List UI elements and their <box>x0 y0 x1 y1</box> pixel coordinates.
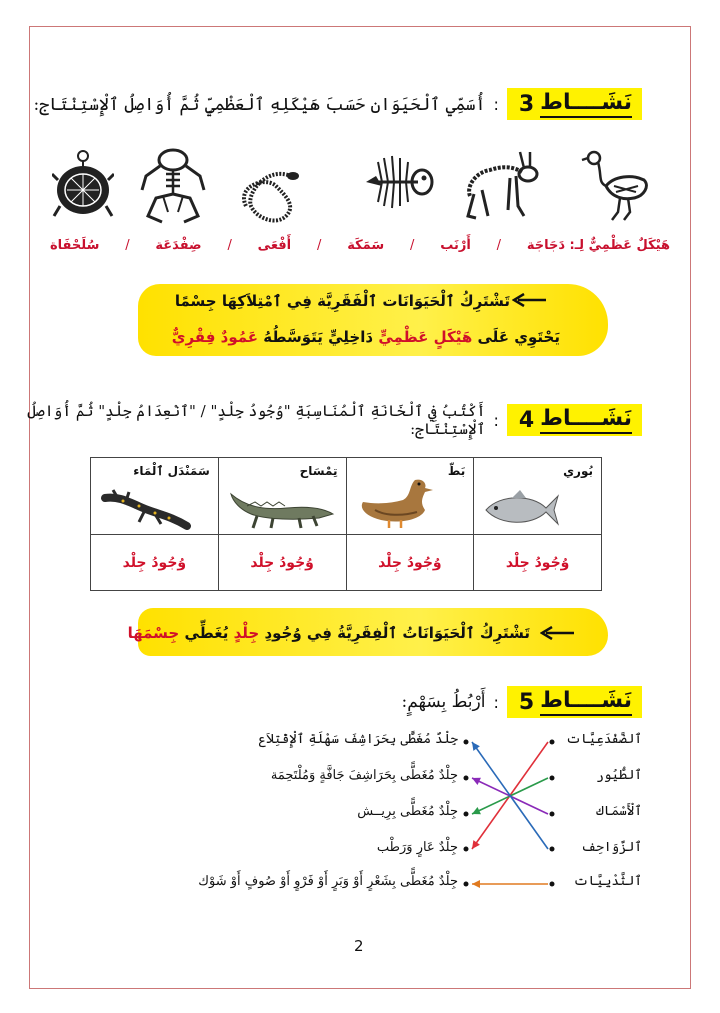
animal-name: بَطّ <box>447 464 466 478</box>
label-separator: / <box>409 238 415 253</box>
animal-name: سَمَنْدَل ٱلْمَاء <box>133 464 210 478</box>
activity5-number: 5 <box>518 689 535 715</box>
animal-name: تِمْسَاح <box>299 464 338 478</box>
label-separator: / <box>496 238 501 253</box>
conclusion-keyword: هَيْكَلٍ عَظْمِيٍّ <box>378 328 473 346</box>
answer-cell: وُجُودُ جِلْد <box>346 535 474 591</box>
arrowhead-icon <box>472 840 480 849</box>
conclusion-text: يَحْتَوِي عَلَى <box>477 328 560 346</box>
label-separator: / <box>227 238 232 253</box>
right-item-birds: ٱلطُّيُور <box>596 768 642 783</box>
arrowhead-icon <box>472 742 480 751</box>
activity5-colon: : <box>493 692 499 712</box>
activity4-colon: : <box>493 410 499 430</box>
conclusion-keyword: جِسْمَهَا <box>127 624 180 642</box>
activity4-label: نَشَــــاط <box>540 406 632 434</box>
arrowhead-icon <box>472 880 480 888</box>
conclusion-text: يُغَطِّي <box>184 624 229 642</box>
right-dot <box>550 776 555 781</box>
left-dot <box>464 812 469 817</box>
label-frog: ضِفْدَعَة <box>155 238 202 253</box>
conclusion-text: دَاخِلِيٍّ يَتَوَسَّطُهُ <box>263 328 374 346</box>
right-dot <box>550 812 555 817</box>
animal-name: بُوري <box>563 464 593 478</box>
right-dot <box>550 740 555 745</box>
right-item-fish: ٱلْأَسْمَاك <box>596 804 642 819</box>
activity3-number: 3 <box>518 91 535 117</box>
activity4-number: 4 <box>518 407 535 433</box>
right-item-reptiles: ٱلزَّوَاحِف <box>581 840 642 855</box>
conclusion-keyword: جِلْدٍ <box>233 624 260 642</box>
activity3-colon: : <box>493 94 499 114</box>
answer-cell: وُجُودُ جِلْد <box>474 535 602 591</box>
activity3-instruction: أُسَمِّي ٱلْحَيَوَان حَسَبَ هَيْكَلِهِ ٱلْعَظْمِيِّ ثُمَّ أُوَاصِلُ ٱلْإِسْتِنْتَاج: <box>33 94 486 115</box>
left-item-scales-dry: جِلْدٌ مُغَطًّى بِحَرَاشِفَ جَافَّةٍ وَمُلْتَحِمَة <box>270 768 458 783</box>
left-dot <box>464 776 469 781</box>
conclusion-text: تَشْتَرِكُ ٱلْحَيَوَانَاتُ ٱلْفِقَرِيَّةُ فِي وُجُودِ <box>264 624 530 642</box>
right-item-amphibians: ٱلضَّفْدَعِيَّات <box>565 732 642 747</box>
conclusion-keyword: عَمُودٌ فِقْرِيٌّ <box>171 328 259 346</box>
label-separator: / <box>125 238 130 253</box>
right-dot <box>550 882 555 887</box>
activity5-label: نَشَــــاط <box>540 688 632 716</box>
answer-cell: وُجُودُ جِلْد <box>91 535 219 591</box>
left-item-scales-loose: جِلْدٌ مُغَطًّى بِحَرَاشِفَ سَهْلَةِ ٱلْإِقْتِلاَع <box>258 732 458 747</box>
left-item-hair: جِلْدٌ مُغَطًّى بِشَعْرٍ أَوْ وَبَرٍ أَوْ فَرْوٍ أَوْ صُوفٍ أَوْ شَوْك <box>198 874 458 889</box>
left-dot <box>464 740 469 745</box>
left-item-feathers: جِلْدٌ مُغَطًّى بِرِيــش <box>357 804 458 819</box>
activity5-instruction: أَرْبُطُ بِسَهْمٍ: <box>401 692 486 712</box>
activity3-label: نَشَــــاط <box>540 90 632 118</box>
label-snake: أَفْعَى <box>257 238 292 253</box>
label-fish: سَمَكَة <box>347 238 385 253</box>
labels-intro: هَيْكَلٌ عَظْمِيٌّ لِـ: دَجَاجَة <box>526 238 670 253</box>
right-item-mammals: ٱلثَّدْيِيَّات <box>573 874 642 889</box>
left-dot <box>464 882 469 887</box>
left-dot <box>464 847 469 852</box>
left-item-bare-moist: جِلْدٌ عَارٍ وَرَطْب <box>376 840 458 855</box>
label-rabbit: أَرْنَب <box>440 238 471 253</box>
label-turtle: سُلَحْفَاة <box>50 238 100 253</box>
answer-cell: وُجُودُ جِلْد <box>218 535 346 591</box>
label-separator: / <box>316 238 322 253</box>
page-number: 2 <box>354 937 364 955</box>
activity3-conclusion-line1: تَشْتَرِكُ ٱلْحَيَوَانَات ٱلْفَقَرِيَّة فِي ٱمْتِلاَكِهَا جِسْمًا <box>174 292 510 310</box>
right-dot <box>550 847 555 852</box>
activity4-instruction: أَكْتُبُ فِي ٱلْخَانَةِ ٱلْمُنَاسِبَةِ "وُجُودُ جِلْدٍ" / "ٱنْعِدَامُ جِلْدٍ" ثُمَّ أُوَاصِلُ ٱلْإِسْتِنْتَاج: <box>27 402 486 438</box>
